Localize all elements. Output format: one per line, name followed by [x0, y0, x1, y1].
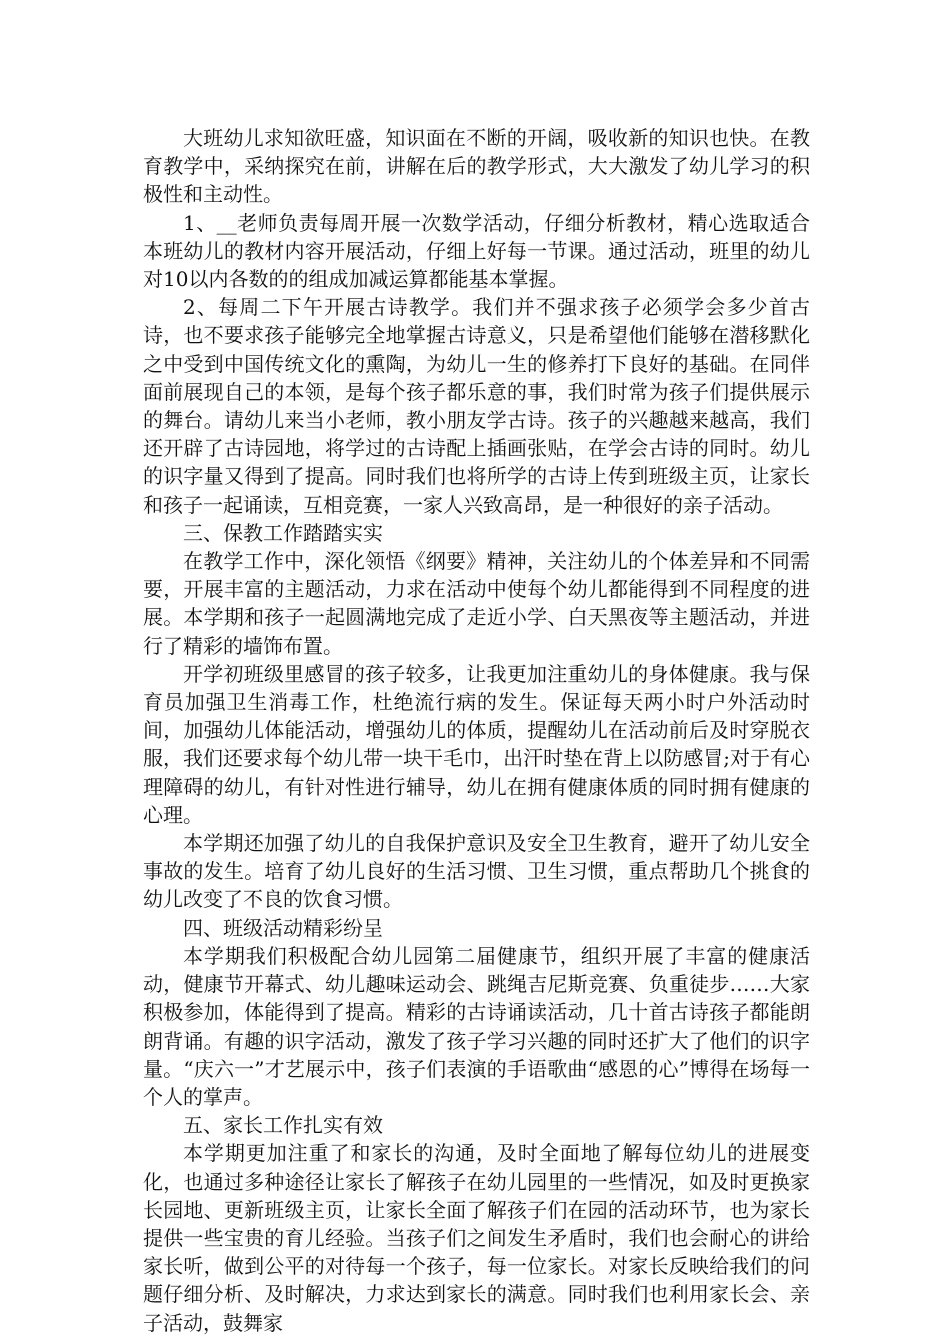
section-heading: 三、保教工作踏踏实实 — [183, 520, 383, 545]
document-body — [143, 124, 810, 1337]
paragraph: 大班幼儿求知欲旺盛，知识面在不断的开阔，吸收新的知识也快。在教育教学中，采纳探究在前，讲解在后的教学形式，大大激发了幼儿学习的积极性和主动性。 — [143, 126, 810, 207]
paragraph: 1、__老师负责每周开展一次数学活动，仔细分析教材，精心选取适合本班幼儿的教材内容开展活动，仔细上好每一节课。通过活动，班里的幼儿对10以内各数的的组成加减运算都能基本掌握。 — [143, 210, 810, 292]
paragraph: 在教学工作中，深化领悟《纲要》精神，关注幼儿的个体差异和不同需要，开展丰富的主题活动，力求在活动中使每个幼儿都能得到不同程度的进展。本学期和孩子一起圆满地完成了走近小学、白天黑夜等主题活动，并进行了精彩的墙饰布置。 — [143, 549, 810, 658]
paragraph: 本学期还加强了幼儿的自我保护意识及安全卫生教育，避开了幼儿安全事故的发生。培育了幼儿良好的生活习惯、卫生习惯，重点帮助几个挑食的幼儿改变了不良的饮食习惯。 — [143, 831, 810, 912]
paragraph: 2、每周二下午开展古诗教学。我们并不强求孩子必须学会多少首古诗，也不要求孩子能够完全地掌握古诗意义，只是希望他们能够在潜移默化之中受到中国传统文化的熏陶，为幼儿一生的修养打下良好的基础。在同伴面前展现自己的本领，是每个孩子都乐意的事，我们时常为孩子们提供展示的舞台。请幼儿来当小老师，教小朋友学古诗。孩子的兴趣越来越高，我们还开辟了古诗园地，将学过的古诗配上插画张贴，在学会古诗的同时。幼儿的识字量又得到了提高。同时我们也将所学的古诗上传到班级主页，让家长和孩子一起诵读，互相竞赛，一家人兴致高昂，是一种很好的亲子活动。 — [143, 295, 810, 517]
paragraph: 本学期更加注重了和家长的沟通，及时全面地了解每位幼儿的进展变化，也通过多种途径让家长了解孩子在幼儿园里的一些情况，如及时更换家长园地、更新班级主页，让家长全面了解孩子们在园的活动环节，也为家长提供一些宝贵的育儿经验。当孩子们之间发生矛盾时，我们也会耐心的讲给家长听，做到公平的对待每一个孩子，每一位家长。对家长反映给我们的问题仔细分析、及时解决，力求达到家长的满意。同时我们也利用家长会、亲子活动，鼓舞家 — [143, 1141, 810, 1335]
paragraph: 本学期我们积极配合幼儿园第二届健康节，组织开展了丰富的健康活动，健康节开幕式、幼儿趣味运动会、跳绳吉尼斯竞赛、负重徒步……大家积极参加，体能得到了提高。精彩的古诗诵读活动，几十首古诗孩子都能朗朗背诵。有趣的识字活动，激发了孩子学习兴趣的同时还扩大了他们的识字量。“庆六一”才艺展示中，孩子们表演的手语歌曲“感恩的心”博得在场每一个人的掌声。 — [143, 943, 810, 1109]
section-heading: 五、家长工作扎实有效 — [183, 1113, 383, 1138]
paragraph: 开学初班级里感冒的孩子较多，让我更加注重幼儿的身体健康。我与保育员加强卫生消毒工作，杜绝流行病的发生。保证每天两小时户外活动时间，加强幼儿体能活动，增强幼儿的体质，提醒幼儿在活动前后及时穿脱衣服，我们还要求每个幼儿带一块干毛巾，出汗时垫在背上以防感冒;对于有心理障碍的幼儿，有针对性进行辅导，幼儿在拥有健康体质的同时拥有健康的心理。 — [143, 661, 810, 827]
section-heading: 四、班级活动精彩纷呈 — [183, 915, 383, 940]
